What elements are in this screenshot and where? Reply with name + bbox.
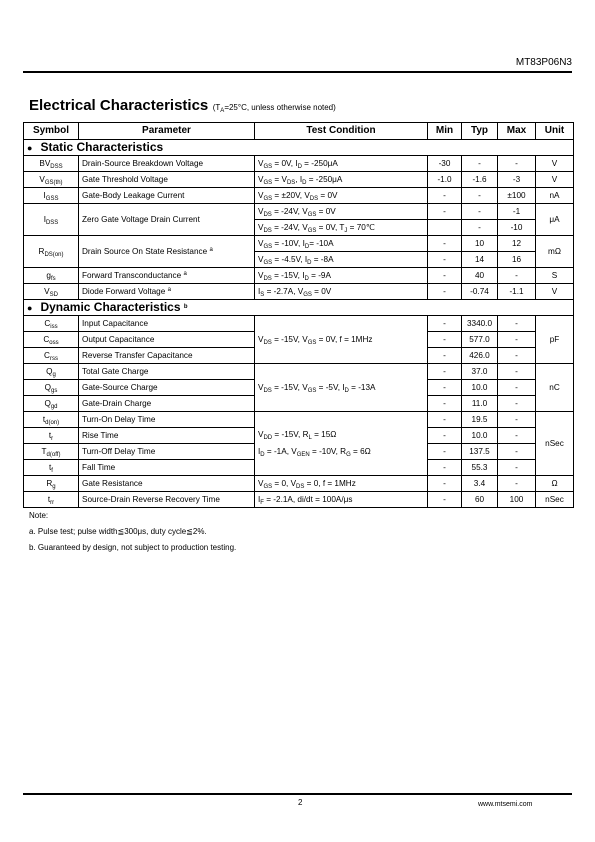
condition-cell: $I_S = -2.7A$, $V_{GS} = 0V$ (255, 284, 428, 300)
table-row (24, 284, 574, 300)
parameter-cell: Gate-Drain Charge (79, 396, 255, 412)
condition-cell: $V_{GS} = -4.5V$, $I_D = -8A$ (255, 252, 428, 268)
unit-cell: nSec (536, 412, 574, 476)
max-cell: - (498, 316, 536, 332)
max-cell: - (498, 412, 536, 428)
page-number: 2 (298, 798, 303, 807)
typ-cell: 19.5 (462, 412, 498, 428)
min-cell: - (428, 380, 462, 396)
max-cell: - (498, 444, 536, 460)
static-section-heading: ● Static Characteristics (24, 140, 574, 156)
min-cell: - (428, 204, 462, 220)
symbol-cell: $Q_g$ (24, 364, 79, 380)
max-cell: -1.1 (498, 284, 536, 300)
min-cell: -30 (428, 156, 462, 172)
min-cell: - (428, 268, 462, 284)
unit-cell: nA (536, 188, 574, 204)
max-cell: - (498, 268, 536, 284)
max-cell: - (498, 380, 536, 396)
parameter-cell: Gate-Source Charge (79, 380, 255, 396)
electrical-characteristics-table (23, 122, 574, 508)
symbol-cell: $R_{DS(on)}$ (24, 236, 79, 268)
condition-cell: $V_{GS} = V_{DS}$, $I_D = -250\mu A$ (255, 172, 428, 188)
symbol-cell: $V_{SD}$ (24, 284, 79, 300)
typ-cell: 60 (462, 492, 498, 508)
col-max: Max (498, 123, 536, 140)
parameter-cell: Gate Resistance (79, 476, 255, 492)
min-cell: - (428, 396, 462, 412)
symbol-cell: $Q_{gs}$ (24, 380, 79, 396)
col-typ: Typ (462, 123, 498, 140)
max-cell: - (498, 396, 536, 412)
unit-cell: V (536, 284, 574, 300)
condition-cell: $V_{DS} = -15V$, $I_D = -9A$ (255, 268, 428, 284)
typ-cell: -0.74 (462, 284, 498, 300)
table-row (24, 204, 574, 220)
note-b: b. Guaranteed by design, not subject to production testing. (29, 543, 237, 552)
table-row (24, 156, 574, 172)
unit-cell: nSec (536, 492, 574, 508)
typ-cell: 10 (462, 236, 498, 252)
min-cell: - (428, 316, 462, 332)
title-main: Electrical Characteristics (29, 97, 209, 114)
unit-cell: pF (536, 316, 574, 364)
table-row (24, 476, 574, 492)
symbol-cell: $Q_{gd}$ (24, 396, 79, 412)
typ-cell: 3.4 (462, 476, 498, 492)
parameter-cell: Drain-Source Breakdown Voltage (79, 156, 255, 172)
typ-cell: 577.0 (462, 332, 498, 348)
symbol-cell: $C_{oss}$ (24, 332, 79, 348)
col-test-condition: Test Condition (255, 123, 428, 140)
min-cell: - (428, 236, 462, 252)
min-cell: -1.0 (428, 172, 462, 188)
condition-cell: $I_F = -2.1A$, di/dt = 100A/μs (255, 492, 428, 508)
parameter-cell: Zero Gate Voltage Drain Current (79, 204, 255, 236)
max-cell: 100 (498, 492, 536, 508)
condition-cell: $V_{DS} = -15V$, $V_{GS} = 0V$, f = 1MHz (255, 316, 428, 364)
title-condition: ($T_A=25^\circ C$, unless otherwise noted) (212, 103, 336, 114)
condition-cell: $V_{GS} = 0V$, $I_D = -250\mu A$ (255, 156, 428, 172)
typ-cell: 10.0 (462, 428, 498, 444)
unit-cell: S (536, 268, 574, 284)
typ-cell: - (462, 156, 498, 172)
col-min: Min (428, 123, 462, 140)
unit-cell: mΩ (536, 236, 574, 268)
max-cell: - (498, 364, 536, 380)
parameter-cell: Turn-On Delay Time (79, 412, 255, 428)
col-symbol: Symbol (24, 123, 79, 140)
symbol-cell: $C_{iss}$ (24, 316, 79, 332)
min-cell: - (428, 428, 462, 444)
max-cell: -1 (498, 204, 536, 220)
unit-cell: μA (536, 204, 574, 236)
min-cell: - (428, 444, 462, 460)
typ-cell: - (462, 220, 498, 236)
typ-cell: 3340.0 (462, 316, 498, 332)
typ-cell: 55.3 (462, 460, 498, 476)
max-cell: - (498, 428, 536, 444)
condition-cell: $V_{GS} = -10V$, $I_D= -10A$ (255, 236, 428, 252)
header-rule (23, 71, 572, 73)
condition-cell: $V_{DS} = -24V$, $V_{GS} = 0V$, $T_J$ = 70℃ (255, 220, 428, 236)
min-cell: - (428, 492, 462, 508)
min-cell: - (428, 348, 462, 364)
unit-cell: V (536, 172, 574, 188)
parameter-cell: Gate Threshold Voltage (79, 172, 255, 188)
max-cell: ±100 (498, 188, 536, 204)
min-cell: - (428, 252, 462, 268)
typ-cell: -1.6 (462, 172, 498, 188)
min-cell (428, 220, 462, 236)
typ-cell: 10.0 (462, 380, 498, 396)
min-cell: - (428, 476, 462, 492)
max-cell: - (498, 476, 536, 492)
website-link: www.mtsemi.com (478, 801, 533, 808)
max-cell: - (498, 348, 536, 364)
table-header-row (24, 123, 574, 140)
table-row (24, 236, 574, 252)
parameter-cell: Forward Transconductance $^a$ (79, 268, 255, 284)
parameter-cell: Diode Forward Voltage $^a$ (79, 284, 255, 300)
min-cell: - (428, 188, 462, 204)
part-number: MT83P06N3 (515, 57, 572, 68)
symbol-cell: $t_{d(on)}$ (24, 412, 79, 428)
col-parameter: Parameter (79, 123, 255, 140)
symbol-cell: $I_{DSS}$ (24, 204, 79, 236)
symbol-cell: $t_r$ (24, 428, 79, 444)
notes-heading: Note: (29, 511, 49, 520)
min-cell: - (428, 284, 462, 300)
parameter-cell: Turn-Off Delay Time (79, 444, 255, 460)
symbol-cell: $C_{rss}$ (24, 348, 79, 364)
symbol-cell: $g_{fs}$ (24, 268, 79, 284)
unit-cell: nC (536, 364, 574, 412)
min-cell: - (428, 412, 462, 428)
typ-cell: 37.0 (462, 364, 498, 380)
table-row (24, 492, 574, 508)
symbol-cell: $t_f$ (24, 460, 79, 476)
parameter-cell: Input Capacitance (79, 316, 255, 332)
min-cell: - (428, 364, 462, 380)
section-title (29, 97, 336, 115)
note-a: a. Pulse test; pulse width≦300μs, duty cycle≦2%. (29, 527, 207, 536)
unit-cell: V (536, 156, 574, 172)
min-cell: - (428, 460, 462, 476)
bullet-icon: ● (27, 143, 33, 153)
parameter-cell: Fall Time (79, 460, 255, 476)
bullet-icon: ● (27, 303, 33, 313)
max-cell: - (498, 332, 536, 348)
table-row (24, 364, 574, 380)
symbol-cell: $t_{rr}$ (24, 492, 79, 508)
max-cell: -3 (498, 172, 536, 188)
min-cell: - (428, 332, 462, 348)
symbol-cell: $R_g$ (24, 476, 79, 492)
parameter-cell: Rise Time (79, 428, 255, 444)
typ-cell: 40 (462, 268, 498, 284)
condition-cell: $V_{DS} = -24V$, $V_{GS} = 0V$ (255, 204, 428, 220)
typ-cell: - (462, 188, 498, 204)
dynamic-section-heading: ● Dynamic Characteristics $^b$ (24, 300, 574, 316)
typ-cell: 14 (462, 252, 498, 268)
parameter-cell: Drain Source On State Resistance $^a$ (79, 236, 255, 268)
typ-cell: 11.0 (462, 396, 498, 412)
table-row (24, 188, 574, 204)
table-row (24, 316, 574, 332)
condition-cell: $V_{DS} = -15V$, $V_{GS} = -5V$, $I_D = -13A$ (255, 364, 428, 412)
condition-cell: $V_{GS} = \pm 20V$, $V_{DS} = 0V$ (255, 188, 428, 204)
symbol-cell: $I_{GSS}$ (24, 188, 79, 204)
parameter-cell: Gate-Body Leakage Current (79, 188, 255, 204)
typ-cell: 137.5 (462, 444, 498, 460)
typ-cell: 426.0 (462, 348, 498, 364)
footer-rule (23, 793, 572, 795)
col-unit: Unit (536, 123, 574, 140)
max-cell: -10 (498, 220, 536, 236)
table-row (24, 268, 574, 284)
symbol-cell: $T_{d(off)}$ (24, 444, 79, 460)
table-row (24, 172, 574, 188)
unit-cell: Ω (536, 476, 574, 492)
parameter-cell: Total Gate Charge (79, 364, 255, 380)
static-section-row (24, 140, 574, 156)
condition-cell: $V_{GS} = 0$, $V_{DS} = 0$, f = 1MHz (255, 476, 428, 492)
max-cell: 16 (498, 252, 536, 268)
table-row (24, 412, 574, 428)
condition-cell: $V_{DD} = -15V$, $R_L = 15\Omega$ $I_D = -1A$, $V_{GEN} = -10V$, $R_G = 6\Omega$ (255, 412, 428, 476)
typ-cell: - (462, 204, 498, 220)
parameter-cell: Reverse Transfer Capacitance (79, 348, 255, 364)
symbol-cell: $V_{GS(th)}$ (24, 172, 79, 188)
symbol-cell: $BV_{DSS}$ (24, 156, 79, 172)
dynamic-section-row (24, 300, 574, 316)
parameter-cell: Output Capacitance (79, 332, 255, 348)
max-cell: - (498, 460, 536, 476)
notes (29, 511, 236, 559)
parameter-cell: Source-Drain Reverse Recovery Time (79, 492, 255, 508)
max-cell: 12 (498, 236, 536, 252)
max-cell: - (498, 156, 536, 172)
